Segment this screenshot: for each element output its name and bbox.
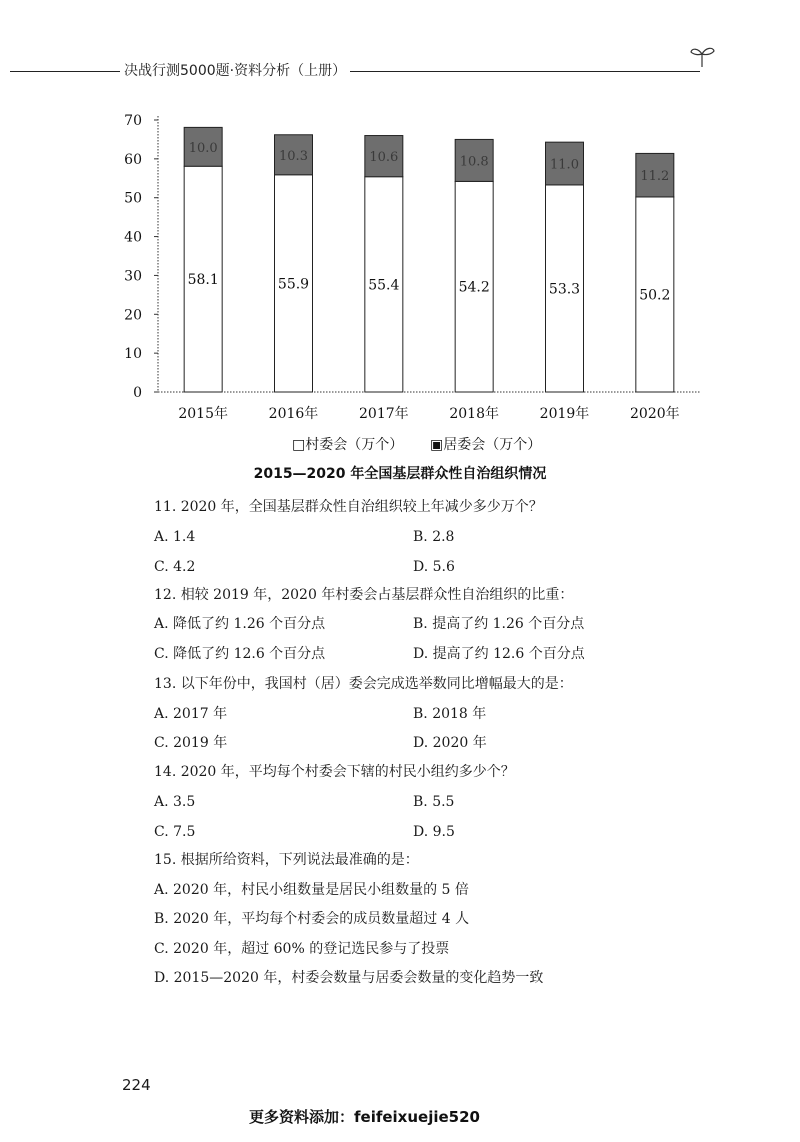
x-tick-label: 2018年: [449, 406, 499, 422]
question-12-option-c: C. 降低了约 12.6 个百分点: [154, 646, 326, 662]
chart-title: 2015—2020 年全国基层群众性自治组织情况: [253, 466, 547, 482]
question-15-option-d: D. 2015—2020 年，村委会数量与居委会数量的变化趋势一致: [154, 970, 544, 986]
question-11-option-d: D. 5.6: [413, 559, 455, 575]
x-tick-label: 2015年: [178, 406, 228, 422]
question-11-option-b: B. 2.8: [413, 529, 455, 545]
question-11-option-c: C. 4.2: [154, 559, 196, 575]
question-12-stem: 12. 相较 2019 年，2020 年村委会占基层群众性自治组织的比重：: [154, 587, 574, 603]
y-tick-label: 60: [124, 151, 142, 168]
question-13-option-b: B. 2018 年: [413, 706, 487, 722]
question-14-option-c: C. 7.5: [154, 824, 196, 840]
stacked-bar-chart: [0, 0, 800, 460]
y-tick-label: 0: [133, 385, 142, 401]
x-tick-label: 2019年: [539, 406, 590, 422]
bar-label-village-committee: 55.4: [368, 277, 400, 294]
y-tick-label: 20: [124, 307, 142, 324]
question-15-option-a: A. 2020 年，村民小组数量是居民小组数量的 5 倍: [154, 882, 469, 898]
question-12-option-d: D. 提高了约 12.6 个百分点: [413, 646, 585, 662]
legend-residents-committee: ▣居委会（万个）: [430, 437, 542, 453]
question-11-stem: 11. 2020 年，全国基层群众性自治组织较上年减少多少万个？: [154, 499, 543, 515]
question-14-option-a: A. 3.5: [154, 794, 196, 810]
question-13-option-c: C. 2019 年: [154, 735, 228, 751]
footer-note: 更多资料添加：feifeixuejie520: [249, 1108, 480, 1126]
y-tick-label: 10: [124, 346, 142, 363]
bar-label-residents-committee: 10.6: [369, 150, 399, 166]
bar-label-village-committee: 55.9: [277, 276, 310, 293]
question-13-option-d: D. 2020 年: [413, 735, 487, 751]
question-13-stem: 13. 以下年份中，我国村（居）委会完成选举数同比增幅最大的是：: [154, 676, 573, 692]
bar-label-village-committee: 58.1: [187, 272, 219, 289]
bar-label-residents-committee: 11.0: [550, 157, 579, 173]
question-11-option-a: A. 1.4: [154, 529, 196, 545]
y-tick-label: 50: [124, 190, 142, 207]
question-14-option-b: B. 5.5: [413, 794, 455, 810]
bar-label-residents-committee: 10.3: [279, 148, 308, 164]
x-tick-label: 2016年: [268, 406, 319, 422]
x-tick-label: 2020年: [630, 406, 680, 422]
bar-label-residents-committee: 11.2: [640, 169, 670, 185]
question-14-option-d: D. 9.5: [413, 824, 455, 840]
page-number: 224: [122, 1076, 151, 1094]
book-title: 决战行测5000题·资料分析（上册）: [120, 60, 350, 80]
bar-label-residents-committee: 10.8: [459, 154, 489, 170]
question-12-option-a: A. 降低了约 1.26 个百分点: [154, 616, 326, 632]
question-13-option-a: A. 2017 年: [154, 706, 228, 722]
question-15-option-b: B. 2020 年，平均每个村委会的成员数量超过 4 人: [154, 911, 470, 927]
bar-label-residents-committee: 10.0: [188, 140, 218, 156]
y-tick-label: 70: [124, 113, 142, 129]
question-15-option-c: C. 2020 年，超过 60% 的登记选民参与了投票: [154, 941, 450, 957]
bar-label-village-committee: 54.2: [458, 279, 490, 296]
x-tick-label: 2017年: [359, 406, 409, 422]
y-tick-label: 40: [124, 229, 142, 246]
legend-village-committee: □村委会（万个）: [292, 437, 404, 453]
question-12-option-b: B. 提高了约 1.26 个百分点: [413, 616, 585, 632]
bar-label-village-committee: 53.3: [548, 281, 581, 298]
bar-label-village-committee: 50.2: [639, 287, 671, 304]
question-15-stem: 15. 根据所给资料，下列说法最准确的是：: [154, 852, 419, 868]
question-14-stem: 14. 2020 年，平均每个村委会下辖的村民小组约多少个？: [154, 764, 515, 780]
y-tick-label: 30: [124, 268, 142, 285]
